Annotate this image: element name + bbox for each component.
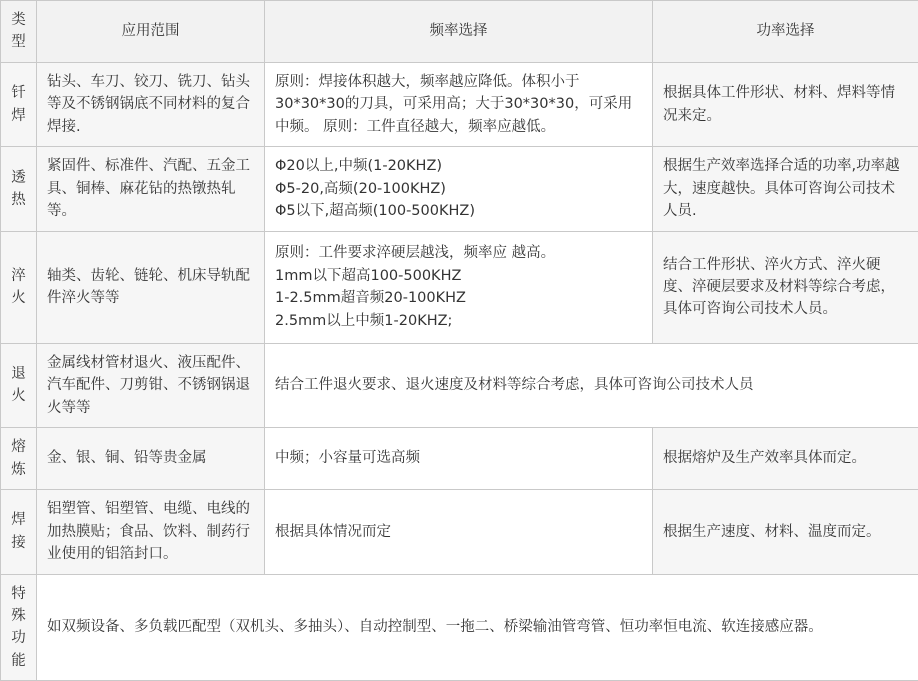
table-row bbox=[1, 147, 918, 231]
header-cell-type bbox=[1, 1, 37, 63]
table-body bbox=[1, 62, 918, 680]
row-frequency-melting: 中频；小容量可选高频 bbox=[265, 428, 653, 490]
row-scope-quenching: 轴类、齿轮、链轮、机床导轨配件淬火等等 bbox=[37, 231, 265, 343]
row-frequency-quenching bbox=[265, 231, 653, 343]
row-scope-brazing: 钻头、车刀、铰刀、铣刀、钻头等及不锈钢锅底不同材料的复合焊接. bbox=[37, 62, 265, 146]
table-row bbox=[1, 343, 918, 427]
row-type-quenching: 淬火 bbox=[1, 231, 37, 343]
row-frequency-welding: 根据具体情况而定 bbox=[265, 490, 653, 574]
row-power-through-heating: 根据生产效率选择合适的功率,功率越大，速度越快。具体可咨询公司技术人员. bbox=[653, 147, 918, 231]
header-row bbox=[1, 1, 918, 63]
row-type-melting: 熔炼 bbox=[1, 428, 37, 490]
row-scope-melting: 金、银、铜、铅等贵金属 bbox=[37, 428, 265, 490]
freq-line: Φ20以上,中频(1-20KHZ) bbox=[275, 155, 642, 177]
row-frequency-annealing: 结合工件退火要求、退火速度及材料等综合考虑，具体可咨询公司技术人员 bbox=[265, 343, 918, 427]
table-row bbox=[1, 574, 918, 681]
row-type-special-functions bbox=[1, 574, 37, 681]
freq-line: 1-2.5mm超音频20-100KHZ bbox=[275, 287, 642, 309]
row-power-melting: 根据熔炉及生产效率具体而定。 bbox=[653, 428, 918, 490]
table-row bbox=[1, 62, 918, 146]
row-frequency-brazing: 原则：焊接体积越大，频率越应降低。体积小于30*30*30的刀具，可采用高；大于30*30*30，可采用中频。 原则：工件直径越大，频率应越低。 bbox=[265, 62, 653, 146]
table-row bbox=[1, 490, 918, 574]
row-scope-through-heating: 紧固件、标准件、汽配、五金工具、铜棒、麻花钻的热镦热轧等。 bbox=[37, 147, 265, 231]
row-power-quenching: 结合工件形状、淬火方式、淬火硬度、淬硬层要求及材料等综合考虑，具体可咨询公司技术人员。 bbox=[653, 231, 918, 343]
freq-line: Φ5-20,高频(20-100KHZ) bbox=[275, 178, 642, 200]
header-cell-scope: 应用范围 bbox=[37, 1, 265, 63]
row-type-annealing: 退火 bbox=[1, 343, 37, 427]
row-power-brazing: 根据具体工件形状、材料、焊料等情况来定。 bbox=[653, 62, 918, 146]
table-row bbox=[1, 428, 918, 490]
header-cell-frequency: 频率选择 bbox=[265, 1, 653, 63]
header-type-line2: 型 bbox=[11, 31, 26, 53]
table-row bbox=[1, 231, 918, 343]
header-cell-power: 功率选择 bbox=[653, 1, 918, 63]
freq-line: 1mm以下超高100-500KHZ bbox=[275, 265, 642, 287]
freq-line: 原则：工件要求淬硬层越浅，频率应 越高。 bbox=[275, 242, 642, 264]
row-frequency-through-heating bbox=[265, 147, 653, 231]
table-header bbox=[1, 1, 918, 63]
freq-line: 2.5mm以上中频1-20KHZ; bbox=[275, 310, 642, 332]
row-scope-annealing: 金属线材管材退火、液压配件、汽车配件、刀剪钳、不锈钢锅退火等等 bbox=[37, 343, 265, 427]
row-type-brazing: 钎焊 bbox=[1, 62, 37, 146]
row-scope-welding: 铝塑管、铝塑管、电缆、电线的加热膜贴；食品、饮料、制药行业使用的铝箔封口。 bbox=[37, 490, 265, 574]
row-type-through-heating: 透热 bbox=[1, 147, 37, 231]
header-type-line1: 类 bbox=[11, 9, 26, 31]
type-line: 功能 bbox=[11, 627, 26, 672]
type-line: 特殊 bbox=[11, 583, 26, 628]
row-special-functions-description: 如双频设备、多负载匹配型（双机头、多抽头）、自动控制型、一拖二、桥梁输油管弯管、恒功率恒电流、软连接感应器。 bbox=[37, 574, 918, 681]
row-power-welding: 根据生产速度、材料、温度而定。 bbox=[653, 490, 918, 574]
row-type-welding: 焊接 bbox=[1, 490, 37, 574]
freq-line: Φ5以下,超高频(100-500KHZ) bbox=[275, 200, 642, 222]
